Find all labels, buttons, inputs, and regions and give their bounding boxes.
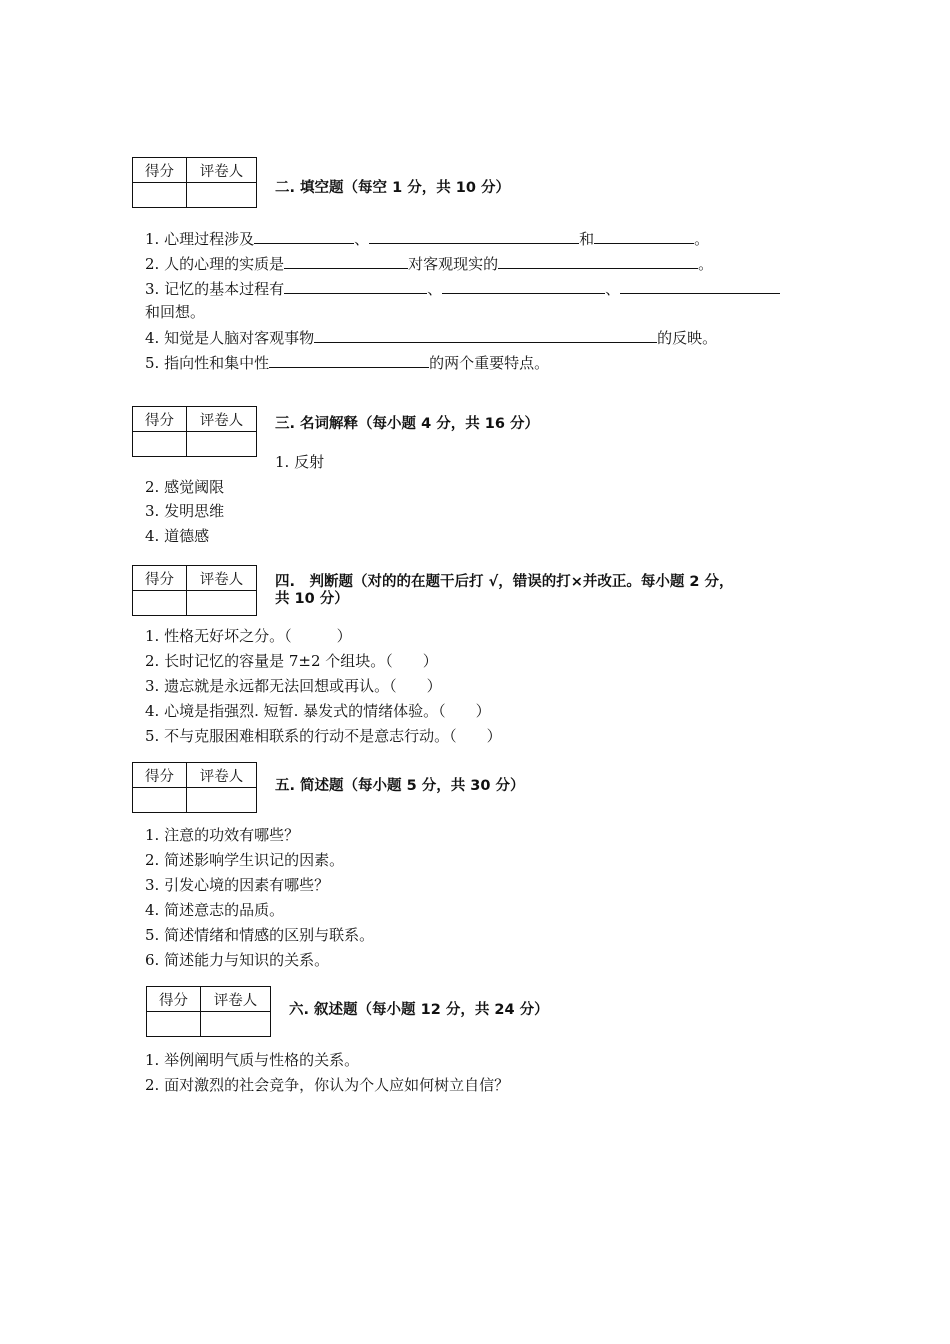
grader-cell[interactable] bbox=[187, 183, 257, 208]
essay-item: 2. 面对激烈的社会竞争，你认为个人应如何树立自信？ bbox=[145, 1076, 510, 1094]
score-label: 得分 bbox=[147, 987, 201, 1012]
definition-item: 1. 反射 bbox=[275, 453, 325, 471]
blank[interactable] bbox=[269, 352, 429, 368]
blank[interactable] bbox=[284, 253, 408, 269]
blank[interactable] bbox=[442, 278, 605, 294]
score-box bbox=[132, 157, 257, 208]
grader-label: 评卷人 bbox=[187, 763, 257, 788]
score-box bbox=[146, 986, 271, 1037]
short-answer-item: 2. 简述影响学生识记的因素。 bbox=[145, 851, 345, 869]
blank[interactable] bbox=[314, 327, 657, 343]
fill-item-3-continued: 和回想。 bbox=[145, 303, 206, 321]
section-title-definitions: 三. 名词解释（每小题 4 分，共 16 分） bbox=[275, 416, 540, 432]
score-cell[interactable] bbox=[147, 1012, 201, 1037]
score-cell[interactable] bbox=[133, 788, 187, 813]
score-label: 得分 bbox=[133, 158, 187, 183]
grader-cell[interactable] bbox=[187, 432, 257, 457]
score-cell[interactable] bbox=[133, 432, 187, 457]
grader-label: 评卷人 bbox=[187, 158, 257, 183]
short-answer-item: 5. 简述情绪和情感的区别与联系。 bbox=[145, 926, 375, 944]
score-cell[interactable] bbox=[133, 591, 187, 616]
true-false-item: 4. 心境是指强烈. 短暂. 暴发式的情绪体验。（ ） bbox=[145, 702, 491, 720]
score-box bbox=[132, 406, 257, 457]
score-label: 得分 bbox=[133, 566, 187, 591]
blank[interactable] bbox=[369, 228, 579, 244]
grader-cell[interactable] bbox=[187, 788, 257, 813]
score-cell[interactable] bbox=[133, 183, 187, 208]
fill-item-2: 2. 人的心理的实质是 对客观现实的 。 bbox=[145, 255, 714, 273]
short-answer-item: 1. 注意的功效有哪些？ bbox=[145, 826, 300, 844]
short-answer-item: 6. 简述能力与知识的关系。 bbox=[145, 951, 330, 969]
score-box bbox=[132, 762, 257, 813]
short-answer-item: 3. 引发心境的因素有哪些？ bbox=[145, 876, 330, 894]
definition-item: 3. 发明思维 bbox=[145, 502, 225, 520]
blank[interactable] bbox=[254, 228, 354, 244]
short-answer-item: 4. 简述意志的品质。 bbox=[145, 901, 285, 919]
section-title-true-false-line2: 共 10 分） bbox=[275, 591, 349, 607]
blank[interactable] bbox=[620, 278, 780, 294]
grader-label: 评卷人 bbox=[187, 407, 257, 432]
true-false-item: 5. 不与克服困难相联系的行动不是意志行动。（ ） bbox=[145, 727, 502, 745]
definition-item: 2. 感觉阈限 bbox=[145, 478, 225, 496]
grader-cell[interactable] bbox=[187, 591, 257, 616]
grader-label: 评卷人 bbox=[201, 987, 271, 1012]
section-title-fill-blank: 二. 填空题（每空 1 分，共 10 分） bbox=[275, 180, 511, 196]
true-false-item: 3. 遗忘就是永远都无法回想或再认。（ ） bbox=[145, 677, 442, 695]
section-title-true-false-line1: 四. 判断题（对的的在题干后打 √，错误的打×并改正。每小题 2 分， bbox=[275, 574, 734, 590]
score-label: 得分 bbox=[133, 407, 187, 432]
section-title-essay: 六. 叙述题（每小题 12 分，共 24 分） bbox=[289, 1002, 549, 1018]
section-title-short-answer: 五. 简述题（每小题 5 分，共 30 分） bbox=[275, 778, 525, 794]
fill-item-3: 3. 记忆的基本过程有 、 、 bbox=[145, 278, 780, 299]
true-false-item: 1. 性格无好坏之分。（ ） bbox=[145, 627, 352, 645]
blank[interactable] bbox=[498, 253, 698, 269]
definition-item: 4. 道德感 bbox=[145, 527, 210, 545]
fill-item-4: 4. 知觉是人脑对客观事物 的反映。 bbox=[145, 329, 718, 347]
score-box bbox=[132, 565, 257, 616]
blank[interactable] bbox=[284, 278, 427, 294]
fill-item-5: 5. 指向性和集中性 的两个重要特点。 bbox=[145, 354, 550, 372]
true-false-item: 2. 长时记忆的容量是 7±2 个组块。（ ） bbox=[145, 652, 438, 670]
grader-cell[interactable] bbox=[201, 1012, 271, 1037]
grader-label: 评卷人 bbox=[187, 566, 257, 591]
score-label: 得分 bbox=[133, 763, 187, 788]
essay-item: 1. 举例阐明气质与性格的关系。 bbox=[145, 1051, 360, 1069]
blank[interactable] bbox=[594, 228, 694, 244]
fill-item-1: 1. 心理过程涉及 、 和 。 bbox=[145, 230, 710, 248]
